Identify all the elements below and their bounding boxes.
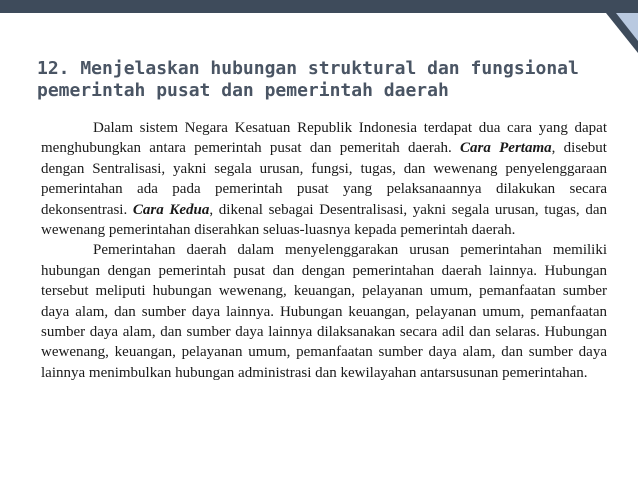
slide-title-line2: pemerintah pusat dan pemerintah daerah (37, 80, 449, 101)
slide-title (37, 58, 617, 102)
paragraph-1-sentralisasi: , disebut dengan Sentralisasi, yakni segala urusan, fungsi, tugas, dan wewenang penyelenggaraan pemerintahan ada pada pemerintah pusat yang pelaksanaannya dilakukan secara dekonsentrasi. (41, 140, 607, 218)
paragraph-1-intro: Dalam sistem Negara Kesatuan Republik Indonesia terdapat dua cara yang dapat menghubungkan antara pemerintah pusat dan pemeritah daerah. (41, 120, 607, 157)
slide-body (41, 118, 607, 383)
slide-title-line1: 12. Menjelaskan hubungan struktural dan fungsional (37, 58, 579, 79)
term-cara-pertama: Cara Pertama (460, 140, 552, 157)
term-cara-kedua: Cara Kedua (132, 201, 210, 218)
paragraph-1 (41, 118, 607, 240)
paragraph-2: Pemerintahan daerah dalam menyelenggarakan urusan pemerintahan memiliki hubungan dengan pemerintah pusat dan dengan pemerintahan daerah lainnya. Hubungan tersebut meliputi hubungan wewenang, keuangan, pelayanan umum, pemanfaatan sumber daya alam, dan sumber daya lainnya. Hubungan keuangan, pelayanan umum, pemanfaatan sumber daya alam, dan sumber daya lainnya dilaksanakan secara adil dan selaras. Hubungan wewenang, keuangan, pelayanan umum, pemanfaatan sumber daya alam, dan sumber daya lainnya menimbulkan hubungan administrasi dan kewilayahan antarsusunan pemerintahan. (41, 242, 607, 381)
paragraph-1-desentralisasi: , dikenal sebagai Desentralisasi, yakni segala urusan, tugas, dan wewenang pemerintahan diserahkan seluas-luasnya kepada pemerintah daerah. (41, 201, 607, 239)
top-bar (0, 0, 638, 13)
